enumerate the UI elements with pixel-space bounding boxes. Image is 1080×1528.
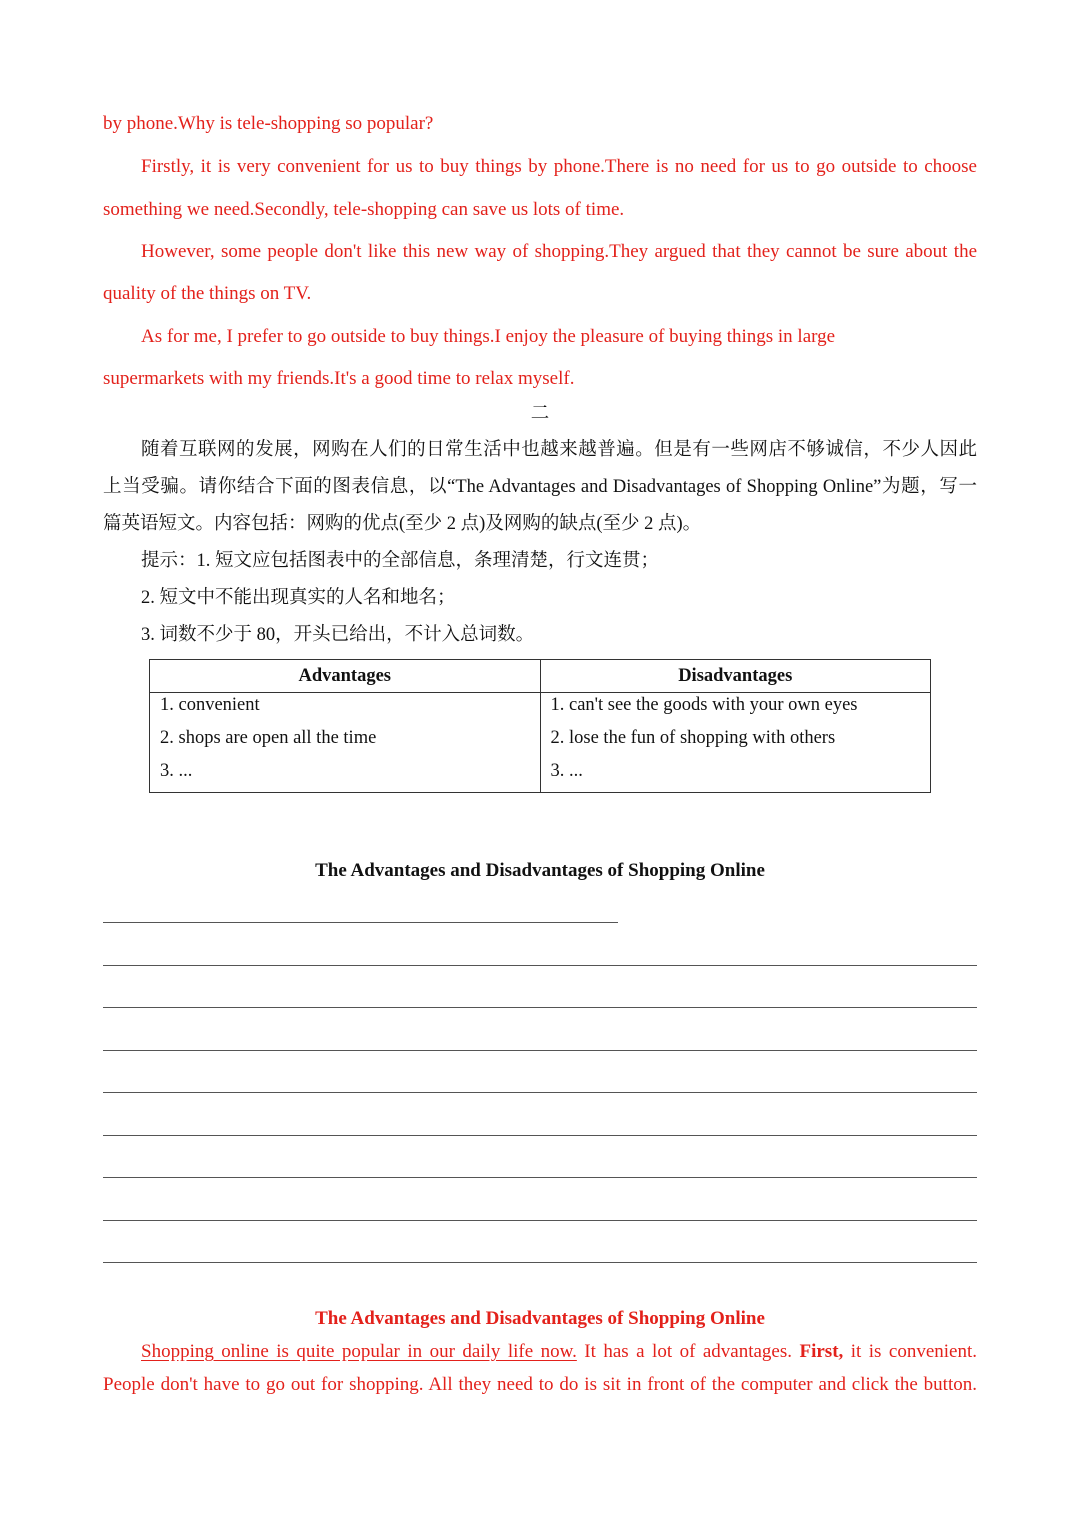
writing-line — [103, 1177, 977, 1178]
advantage-item: 3. ... — [160, 761, 193, 781]
answer-text: it is convenient. — [843, 1341, 978, 1362]
answer-title: The Advantages and Disadvantages of Shopping Online — [315, 1308, 765, 1329]
answer-text: It has a lot of advantages. — [576, 1341, 800, 1362]
answer-underlined-opening: Shopping online is quite popular in our daily life now. — [141, 1341, 577, 1362]
prompt-line: 篇英语短文。内容包括：网购的优点(至少 2 点)及网购的缺点(至少 2 点)。 — [103, 514, 702, 534]
table-header-advantages: Advantages — [150, 660, 541, 693]
writing-line — [103, 965, 977, 966]
writing-line — [103, 1007, 977, 1008]
answer-bold-first: First, — [799, 1341, 844, 1362]
section-numeral: 二 — [530, 404, 550, 424]
essay1-paragraph-line: However, some people don't like this new way of shopping.They argued that they cannot be sure about the — [141, 241, 977, 262]
disadvantage-item: 3. ... — [550, 761, 583, 781]
table-header-disadvantages: Disadvantages — [540, 660, 931, 693]
writing-line — [103, 1050, 977, 1051]
advantage-item: 2. shops are open all the time — [160, 728, 377, 748]
hint-line: 提示：1. 短文应包括图表中的全部信息，条理清楚，行文连贯； — [141, 551, 660, 571]
answer-line: People don't have to go out for shopping. All they need to do is sit in front of the computer and click the button. — [103, 1374, 977, 1395]
prompt-line: 随着互联网的发展，网购在人们的日常生活中也越来越普遍。但是有一些网店不够诚信，不少人因此 — [141, 440, 977, 460]
essay1-paragraph-line: something we need.Secondly, tele-shopping can save us lots of time. — [103, 199, 625, 220]
disadvantage-item: 1. can't see the goods with your own eyes — [550, 695, 858, 715]
advantage-item: 1. convenient — [160, 695, 260, 715]
writing-title: The Advantages and Disadvantages of Shopping Online — [315, 860, 765, 881]
answer-line — [141, 1340, 977, 1364]
essay1-line: by phone.Why is tele-shopping so popular? — [103, 113, 434, 134]
essay1-paragraph-line: Firstly, it is very convenient for us to buy things by phone.There is no need for us to go outside to choose — [141, 156, 977, 177]
writing-line — [103, 1092, 977, 1093]
hint-line: 2. 短文中不能出现真实的人名和地名； — [141, 588, 456, 608]
writing-line-short — [103, 922, 618, 923]
essay1-paragraph-line: supermarkets with my friends.It's a good time to relax myself. — [103, 368, 575, 389]
disadvantage-item: 2. lose the fun of shopping with others — [550, 728, 836, 748]
disadvantages-cell — [540, 693, 931, 793]
prompt-line: 上当受骗。请你结合下面的图表信息，以“The Advantages and Disadvantages of Shopping Online”为题，写一 — [103, 477, 977, 497]
advantages-cell — [150, 693, 541, 793]
essay1-paragraph-line: quality of the things on TV. — [103, 283, 312, 304]
writing-line — [103, 1220, 977, 1221]
advantages-table — [149, 659, 931, 793]
hint-line: 3. 词数不少于 80，开头已给出，不计入总词数。 — [141, 625, 535, 645]
essay1-paragraph-line: As for me, I prefer to go outside to buy things.I enjoy the pleasure of buying things in large — [141, 326, 836, 347]
writing-line — [103, 1262, 977, 1263]
writing-line — [103, 1135, 977, 1136]
